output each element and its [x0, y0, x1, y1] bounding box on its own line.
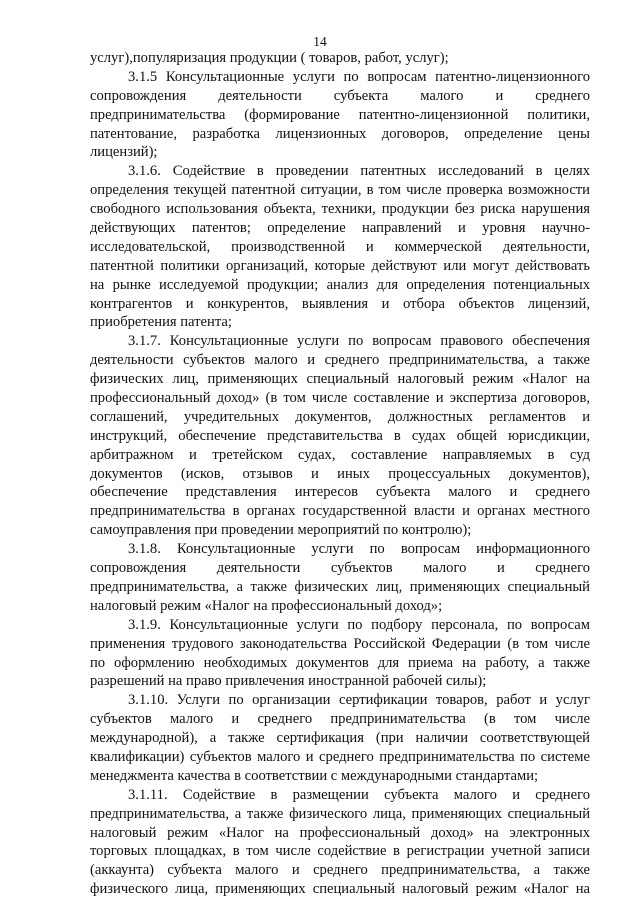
text-line: 3.1.8. Консультационные услуги по вопросам информационного [128, 541, 590, 558]
text-line: свободного использования объекта, техники, продукции без риска нарушения [90, 201, 590, 218]
text-line: самоуправления при проведении мероприятий по контролю); [90, 522, 472, 539]
text-line: услуг),популяризация продукции ( товаров, работ, услуг); [90, 50, 449, 66]
text-line: на рынке исследуемой продукции; анализ для определения потенциальных [90, 276, 590, 293]
text-line: патентование, разработка лицензионных договоров, определение цены [90, 125, 590, 142]
text-line: 3.1.6. Содействие в проведении патентных исследований в целях [128, 163, 590, 180]
text-line: исследовательской, производственной и коммерческой деятельности, [90, 238, 590, 255]
text-line: приобретения патента; [90, 314, 232, 331]
text-line: 3.1.9. Консультационные услуги по подбору персонала, по вопросам [128, 616, 590, 633]
text-line: налоговый режим «Налог на профессиональный доход» на электронных [90, 824, 590, 841]
text-line: предпринимательства, а также физических лиц, применяющих специальный [90, 578, 590, 595]
text-line: сопровождения деятельности субъектов малого и среднего [90, 560, 590, 577]
text-line: 3.1.11. Содействие в размещении субъекта малого и среднего [128, 786, 590, 803]
text-line: предпринимательства, а также физического лица, применяющих специальный [90, 805, 590, 822]
text-line: документов (исков, отзывов и иных процессуальных документов), [90, 465, 590, 482]
text-line: предпринимательства (формирование патентно-лицензионной политики, [90, 106, 590, 123]
text-line: квалификации) субъектов малого и среднего предпринимательства по системе [90, 748, 590, 765]
text-line: 3.1.5 Консультационные услуги по вопросам патентно-лицензионного [128, 68, 590, 85]
text-line: физических лиц, применяющих специальный налоговый режим «Налог на [90, 371, 590, 388]
text-line: субъектов малого и среднего предпринимательства (в том числе [90, 711, 590, 728]
text-line: обеспечение представления интересов субъекта малого и среднего [90, 484, 590, 501]
text-line: налоговый режим «Налог на профессиональный доход»; [90, 597, 443, 614]
text-line: сопровождения деятельности субъекта малого и среднего [90, 87, 590, 104]
text-line: арбитражном и третейском судах, составление направляемых в суд [90, 446, 590, 463]
text-line: определения текущей патентной ситуации, в том числе проверка возможности [90, 182, 590, 199]
text-line: соглашений, учредительных документов, должностных регламентов и [90, 408, 590, 425]
text-line: лицензий); [90, 144, 158, 161]
text-line: инструкций, обеспечение представительства в судах общей юрисдикции, [90, 427, 590, 444]
text-line: контрагентов и конкурентов, выявления и отбора объектов лицензий, [90, 295, 590, 312]
text-line: международной), а также сертификация (при наличии соответствующей [90, 730, 590, 747]
text-line: профессиональный доход» (в том числе составление и экспертиза договоров, [90, 390, 590, 407]
text-line: (аккаунта) субъекта малого и среднего предпринимательства, а также [90, 862, 590, 879]
text-line: менеджмента качества в соответствии с международными стандартами; [90, 767, 539, 784]
text-line: разрешений на право привлечения иностранной рабочей силы); [90, 673, 487, 690]
text-line: по оформлению необходимых документов для приема на работу, а также [90, 654, 590, 671]
text-line: применения трудового законодательства Российской Федерации (в том числе [90, 635, 590, 652]
text-line: патентной политики организаций, которые действуют или могут действовать [90, 257, 590, 274]
text-line: 3.1.7. Консультационные услуги по вопросам правового обеспечения [128, 333, 590, 350]
page-number: 14 [313, 34, 327, 49]
text-line: деятельности субъектов малого и среднего предпринимательства, а также [90, 352, 590, 369]
text-line: физического лица, применяющих специальный налоговый режим «Налог на [90, 881, 590, 898]
text-line: торговых площадках, в том числе содействие в регистрации учетной записи [90, 843, 590, 860]
text-line: 3.1.10. Услуги по организации сертификации товаров, работ и услуг [128, 692, 590, 709]
text-line: предпринимательства в органах государственной власти и органах местного [90, 503, 590, 520]
body-text [90, 49, 590, 899]
text-line: действующих патентов; определение направлений и уровня научно- [90, 220, 590, 237]
